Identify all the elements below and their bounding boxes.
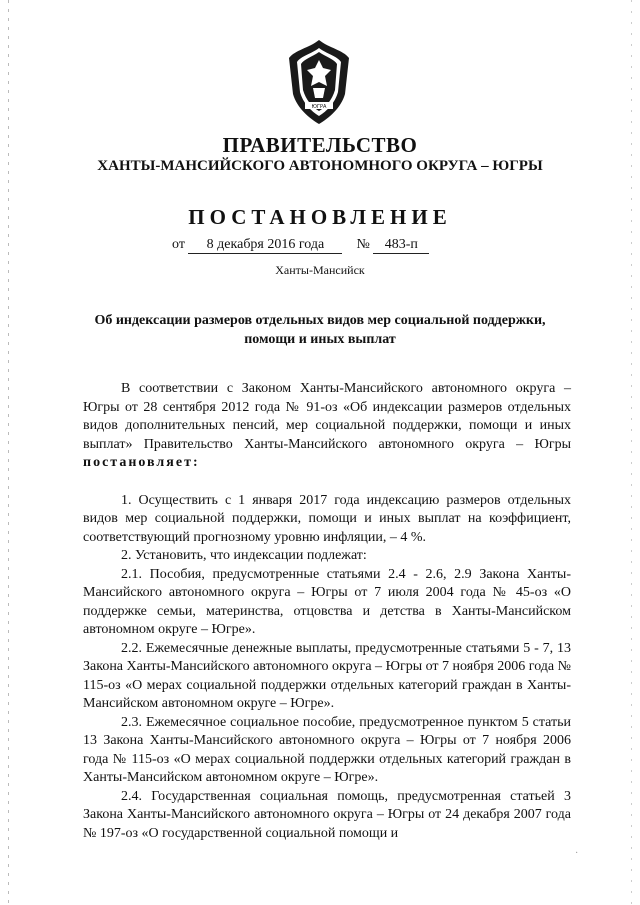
date-line (172, 237, 429, 254)
document-body (83, 380, 571, 843)
document-date: 8 декабря 2016 года (188, 237, 342, 254)
preamble (83, 380, 571, 473)
document-number: 483-п (373, 237, 429, 254)
decree-word: постановляет: (83, 455, 200, 470)
date-prefix: от (172, 237, 185, 252)
government-title: ПРАВИТЕЛЬСТВО (222, 133, 418, 157)
paragraph-1: 1. Осуществить с 1 января 2017 года индексацию размеров отдельных видов мер социальной поддержки, помощи и иных выплат на коэффициент, соответствующий прогнозному уровню инфляции, – 4 %. (83, 492, 571, 545)
paragraph-2-2: 2.2. Ежемесячные денежные выплаты, предусмотренные статьями 5 - 7, 13 Закона Ханты-Мансийского автономного округа – Югры от 7 ноября 2006 года № 115-оз «О мерах социальной поддержки отдельных категорий граждан в Ханты-Мансийском автономном округе – Югре». (83, 640, 571, 711)
document-heading: Об индексации размеров отдельных видов мер социальной поддержки, помощи и иных выплат (94, 313, 546, 347)
emblem-label: ЮГРА (311, 104, 327, 110)
paragraph-2: 2. Установить, что индексации подлежат: (121, 548, 367, 563)
document-type: ПОСТАНОВЛЕНИЕ (188, 205, 452, 229)
coat-of-arms-emblem (283, 38, 355, 126)
scan-speck: · (575, 848, 579, 859)
paragraph-2-1: 2.1. Пособия, предусмотренные статьями 2.4 - 2.6, 2.9 Закона Ханты-Мансийского автономного округа – Югры от 7 июля 2004 года № 45-оз «О поддержке семьи, материнства, отцовства и детства в Ханты-Мансийском автономном округе – Югре». (83, 566, 571, 637)
region-title: ХАНТЫ-МАНСИЙСКОГО АВТОНОМНОГО ОКРУГА – ЮГРЫ (97, 158, 543, 174)
paragraph-2-3: 2.3. Ежемесячное социальное пособие, предусмотренное пунктом 5 статьи 13 Закона Ханты-Мансийского автономного округа – Югры от 7 ноября 2006 года № 115-оз «О мерах социальной поддержки отдельных категорий граждан в Ханты-Мансийском автономном округе – Югре». (83, 714, 571, 785)
city-name: Ханты-Мансийск (275, 263, 365, 277)
number-sign: № (356, 237, 370, 252)
paragraph-2-4: 2.4. Государственная социальная помощь, предусмотренная статьей 3 Закона Ханты-Мансийского автономного округа – Югры от 24 декабря 2007 года № 197-оз «О государственной социальной помощи и (83, 788, 571, 841)
preamble-text: В соответствии с Законом Ханты-Мансийского автономного округа – Югры от 28 сентября 2012 года № 91-оз «Об индексации размеров отдельных видов дополнительных пенсий, мер социальной поддержки, помощи и иных выплат» Правительство Ханты-Мансийского автономного округа – Югры (83, 381, 571, 452)
